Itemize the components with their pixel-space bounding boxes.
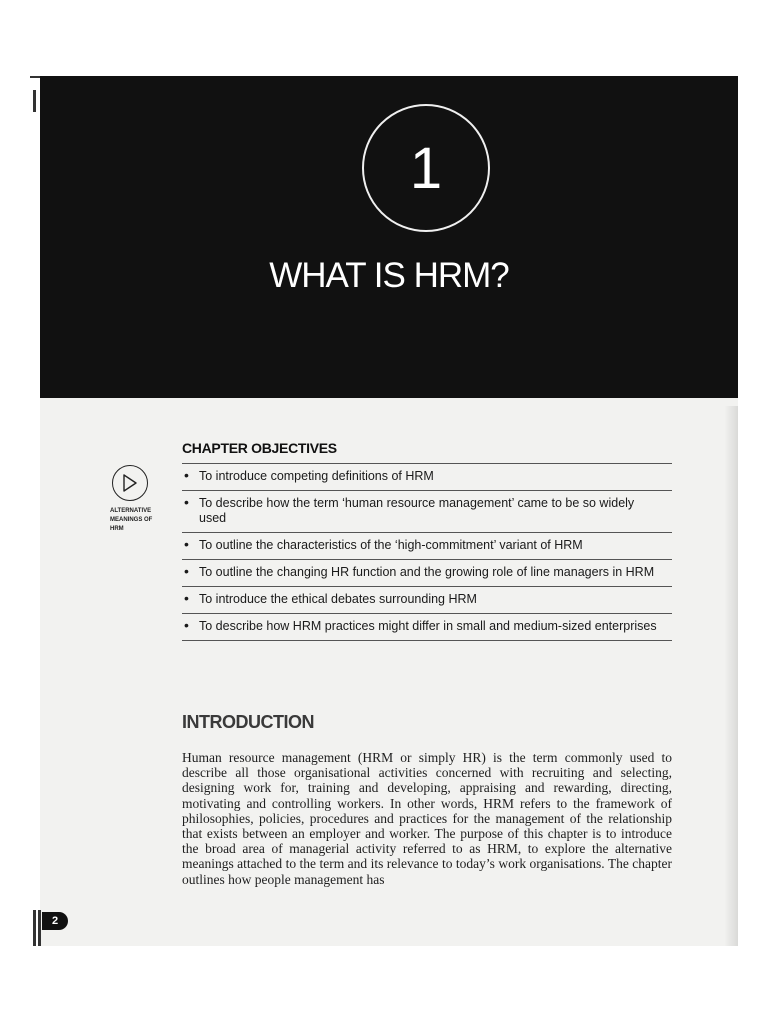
introduction-paragraph: Human resource management (HRM or simply HR) is the term commonly used to describe all those organisational activities concerned with recruiting and selecting, designing work for, training and developing, appraising and rewarding, directing, motivating and controlling workers. In other words, HRM refers to the framework of philosophies, policies, procedures and practices for the management of the relationship that exists between an employer and worker. The purpose of this chapter is to introduce the broad area of managerial activity referred to as HRM, to explore the alternative meanings attached to the term and its relevance to today’s work organisations. The chapter outlines how people management has <box>182 750 672 887</box>
objective-item: • To outline the changing HR function and the growing role of line managers in HRM <box>182 560 672 587</box>
objective-item: • To describe how HRM practices might differ in small and medium-sized enterprises <box>182 614 672 641</box>
marginal-note-label: ALTERNATIVE MEANINGS OF HRM <box>110 508 153 532</box>
play-icon <box>112 465 148 501</box>
objective-item: • To describe how the term ‘human resource management’ came to be so widely used <box>182 491 672 533</box>
objectives-heading: CHAPTER OBJECTIVES <box>182 440 337 456</box>
binding-mark <box>38 910 41 946</box>
binding-mark <box>33 90 36 112</box>
chapter-number: 1 <box>362 104 490 232</box>
chapter-banner <box>40 76 738 398</box>
objective-item: • To introduce competing definitions of HRM <box>182 464 672 491</box>
objectives-list <box>182 463 672 641</box>
objective-item: • To outline the characteristics of the ‘high-commitment’ variant of HRM <box>182 533 672 560</box>
objective-item: • To introduce the ethical debates surrounding HRM <box>182 587 672 614</box>
page-number: 2 <box>42 912 68 930</box>
play-triangle <box>123 474 137 492</box>
introduction-heading: INTRODUCTION <box>182 712 314 732</box>
chapter-objectives <box>182 440 672 641</box>
chapter-title: WHAT IS HRM? <box>269 256 509 295</box>
binding-mark <box>33 910 36 946</box>
page-shadow <box>724 406 738 946</box>
marginal-note <box>110 465 190 534</box>
